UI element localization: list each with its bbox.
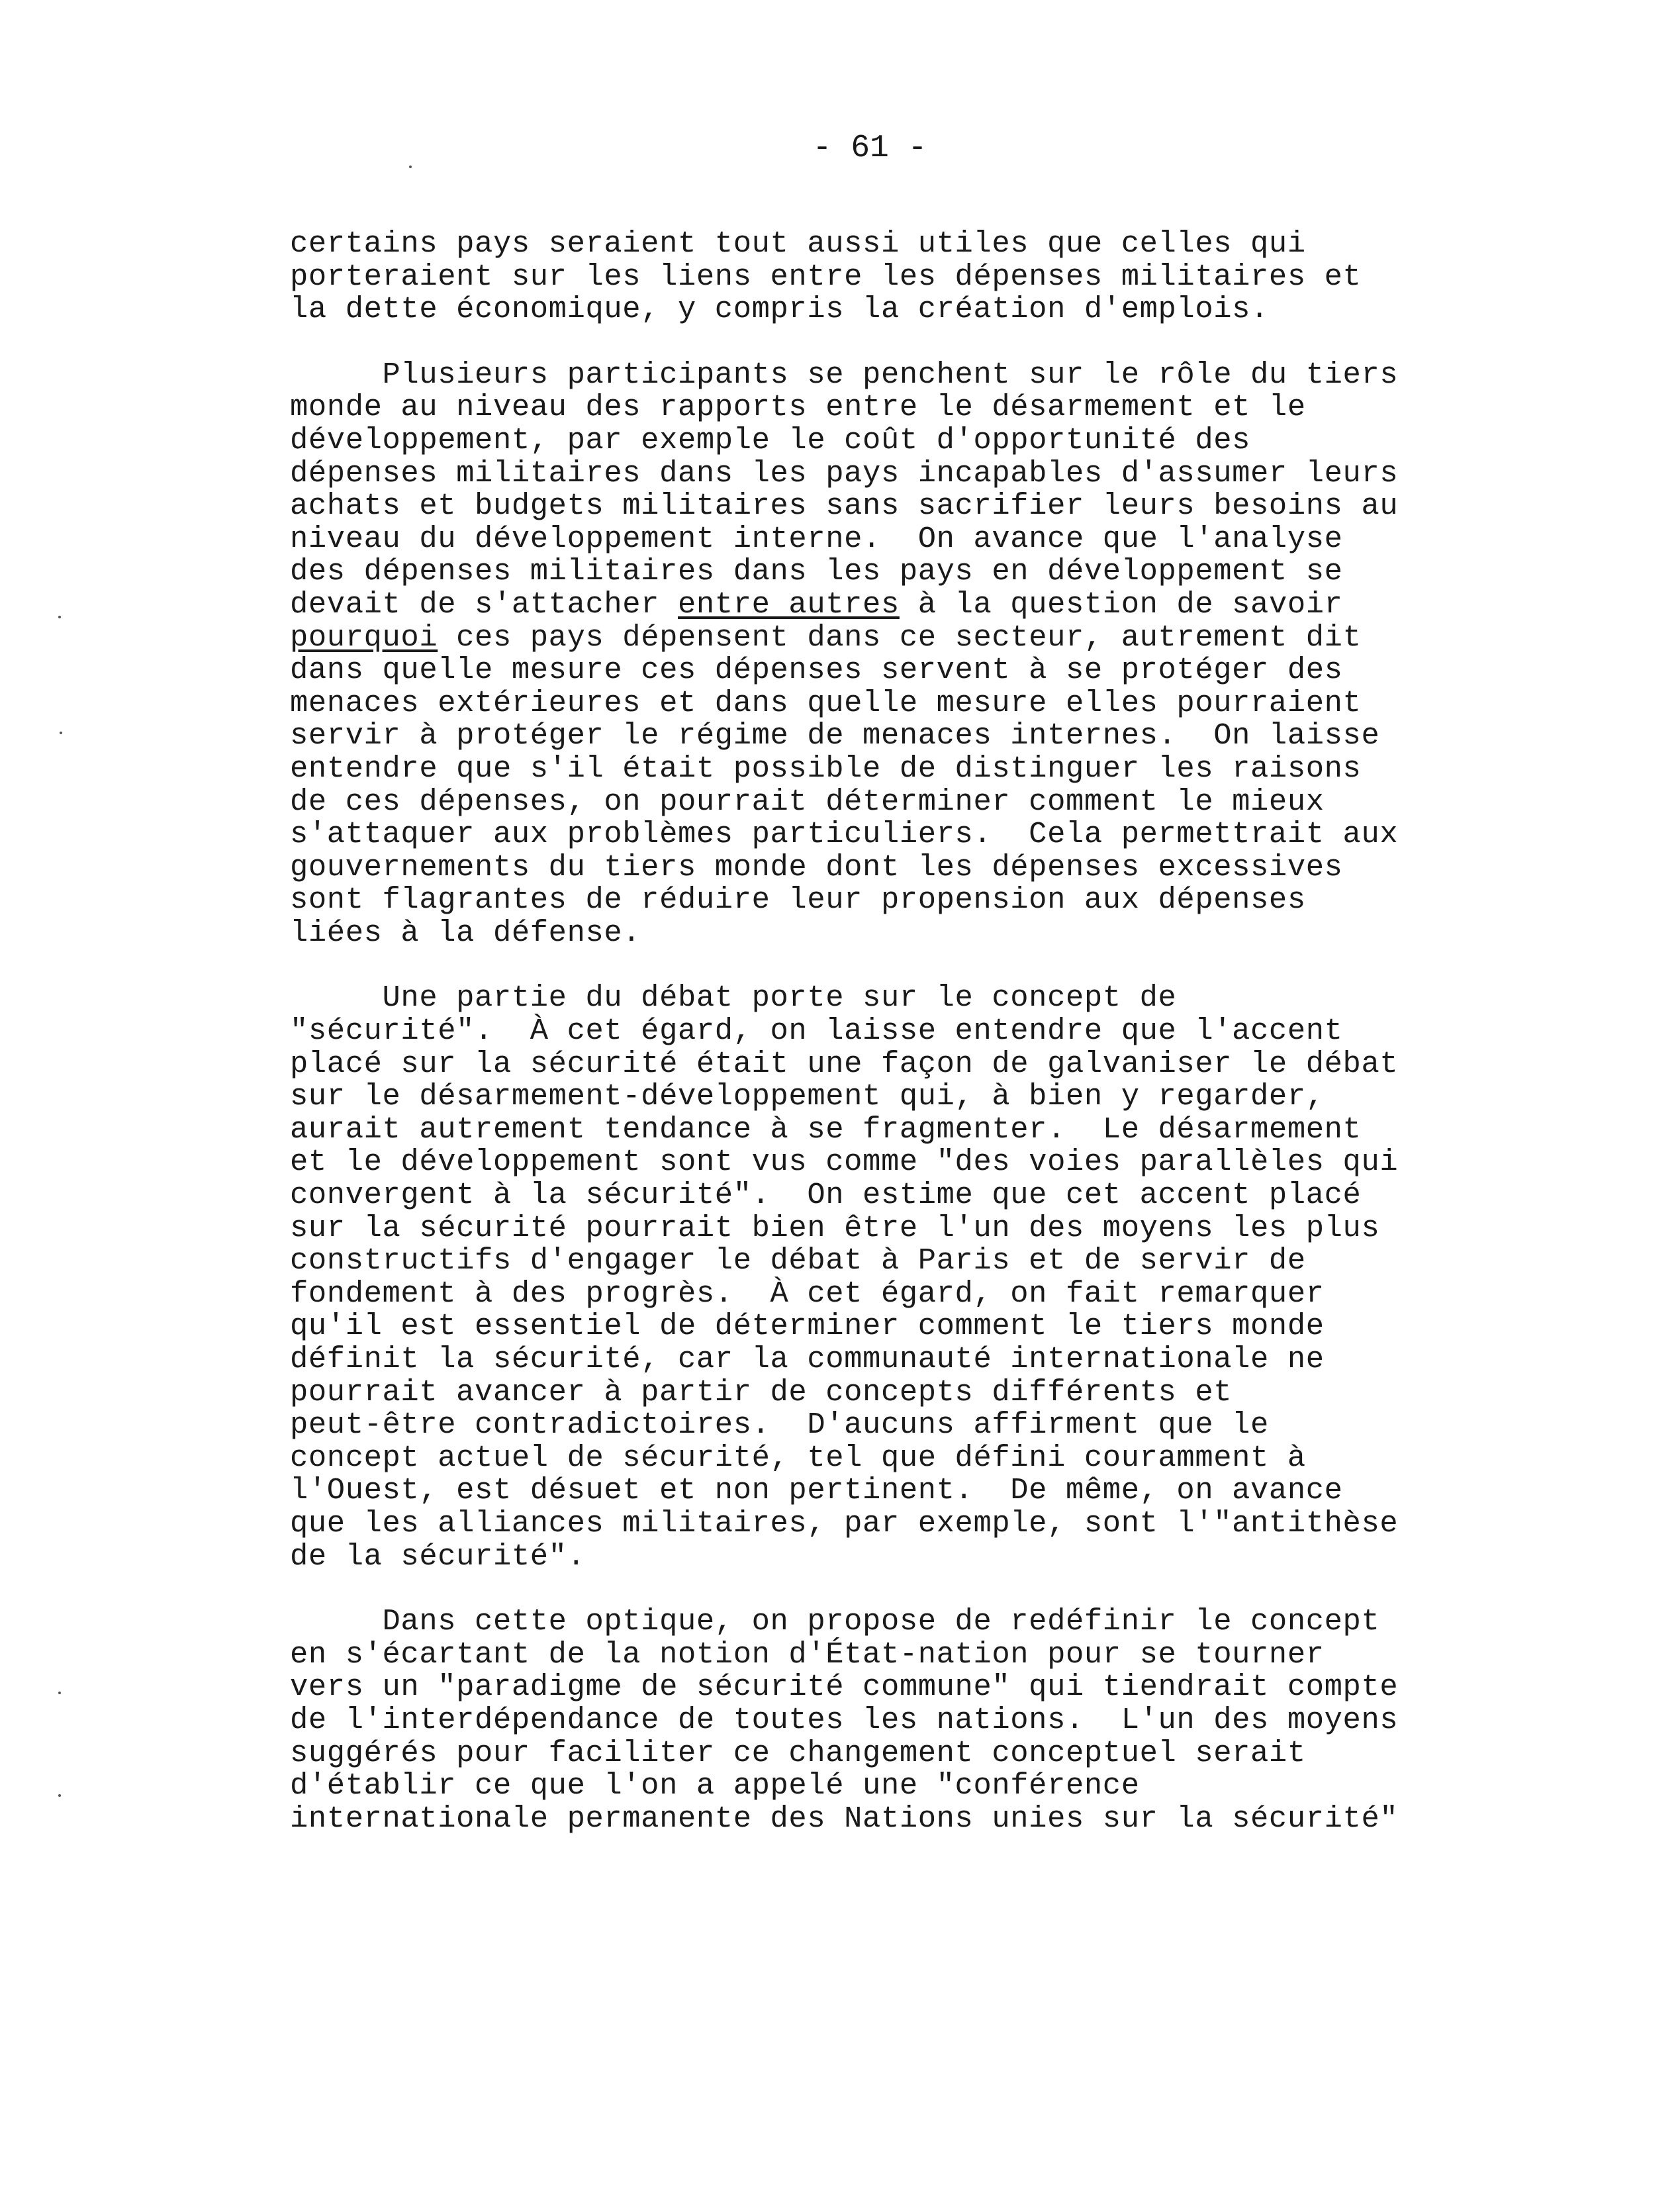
text-line: "sécurité". À cet égard, on laisse entendre que l'accent bbox=[290, 1014, 1343, 1049]
text-line: d'établir ce que l'on a appelé une "conférence bbox=[290, 1768, 1140, 1803]
text-line: vers un "paradigme de sécurité commune" qui tiendrait compte bbox=[290, 1670, 1399, 1705]
text-line: achats et budgets militaires sans sacrifier leurs besoins au bbox=[290, 489, 1399, 524]
text-fragment: ces pays dépensent dans ce secteur, autrement dit bbox=[438, 620, 1362, 655]
text-line: monde au niveau des rapports entre le désarmement et le bbox=[290, 390, 1306, 425]
text-line: dépenses militaires dans les pays incapables d'assumer leurs bbox=[290, 455, 1399, 491]
page-number: - 61 - bbox=[812, 130, 927, 166]
text-line: de ces dépenses, on pourrait déterminer comment le mieux bbox=[290, 784, 1325, 819]
paragraph-2 bbox=[290, 359, 1534, 950]
text-line: aurait autrement tendance à se fragmenter. Le désarmement bbox=[290, 1112, 1362, 1147]
text-fragment: devait de s'attacher bbox=[290, 587, 678, 622]
scan-speck bbox=[60, 732, 62, 734]
underlined-phrase: entre autres bbox=[678, 587, 900, 622]
paragraph-4 bbox=[290, 1605, 1534, 1835]
text-line: dans quelle mesure ces dépenses servent à se protéger des bbox=[290, 653, 1343, 688]
text-line: en s'écartant de la notion d'État-nation pour se tourner bbox=[290, 1637, 1325, 1672]
text-line: l'Ouest, est désuet et non pertinent. De même, on avance bbox=[290, 1473, 1343, 1508]
paragraph-1 bbox=[290, 228, 1534, 326]
text-line: la dette économique, y compris la création d'emplois. bbox=[290, 292, 1269, 327]
text-line: Une partie du débat porte sur le concept de bbox=[290, 981, 1177, 1016]
underlined-phrase: pourquoi bbox=[290, 620, 438, 655]
text-line: Plusieurs participants se penchent sur le rôle du tiers bbox=[290, 357, 1399, 392]
text-line: peut-être contradictoires. D'aucuns affirment que le bbox=[290, 1408, 1269, 1443]
text-line: gouvernements du tiers monde dont les dépenses excessives bbox=[290, 849, 1343, 885]
text-line: niveau du développement interne. On avance que l'analyse bbox=[290, 521, 1343, 556]
text-line: qu'il est essentiel de déterminer comment le tiers monde bbox=[290, 1309, 1325, 1344]
text-line: des dépenses militaires dans les pays en développement se bbox=[290, 554, 1343, 589]
text-line: sont flagrantes de réduire leur propension aux dépenses bbox=[290, 883, 1306, 918]
text-line: Dans cette optique, on propose de redéfinir le concept bbox=[290, 1604, 1380, 1639]
scan-speck bbox=[58, 1794, 61, 1797]
text-line: constructifs d'engager le débat à Paris et de servir de bbox=[290, 1243, 1306, 1278]
text-line: que les alliances militaires, par exemple, sont l'"antithèse bbox=[290, 1506, 1399, 1541]
text-line: de l'interdépendance de toutes les nations. L'un des moyens bbox=[290, 1702, 1399, 1737]
scan-speck bbox=[409, 166, 412, 168]
text-line: pourrait avancer à partir de concepts différents et bbox=[290, 1374, 1233, 1410]
text-line: convergent à la sécurité". On estime que cet accent placé bbox=[290, 1178, 1362, 1213]
paragraph-3 bbox=[290, 982, 1534, 1573]
scan-speck bbox=[58, 616, 61, 618]
text-line: sur la sécurité pourrait bien être l'un des moyens les plus bbox=[290, 1210, 1380, 1245]
text-line: internationale permanente des Nations unies sur la sécurité" bbox=[290, 1801, 1399, 1836]
text-line: suggérés pour faciliter ce changement conceptuel serait bbox=[290, 1735, 1306, 1770]
text-fragment: à la question de savoir bbox=[899, 587, 1343, 622]
text-line: porteraient sur les liens entre les dépenses militaires et bbox=[290, 259, 1362, 294]
text-line: sur le désarmement-développement qui, à bien y regarder, bbox=[290, 1079, 1325, 1114]
text-line bbox=[290, 589, 1534, 622]
text-line: concept actuel de sécurité, tel que défini couramment à bbox=[290, 1440, 1306, 1475]
text-line: développement, par exemple le coût d'opportunité des bbox=[290, 422, 1251, 457]
text-line: servir à protéger le régime de menaces internes. On laisse bbox=[290, 718, 1380, 753]
text-line: entendre que s'il était possible de distinguer les raisons bbox=[290, 751, 1362, 786]
text-line: placé sur la sécurité était une façon de galvaniser le débat bbox=[290, 1046, 1399, 1081]
text-line: menaces extérieures et dans quelle mesure elles pourraient bbox=[290, 685, 1362, 720]
scan-speck bbox=[58, 1692, 61, 1694]
text-line bbox=[290, 622, 1534, 655]
text-line: certains pays seraient tout aussi utiles que celles qui bbox=[290, 226, 1306, 261]
text-line: définit la sécurité, car la communauté internationale ne bbox=[290, 1342, 1325, 1376]
body-text bbox=[290, 228, 1534, 1835]
text-line: de la sécurité". bbox=[290, 1539, 586, 1574]
text-line: liées à la défense. bbox=[290, 915, 641, 950]
text-line: s'attaquer aux problèmes particuliers. Cela permettrait aux bbox=[290, 817, 1399, 852]
text-line: et le développement sont vus comme "des voies parallèles qui bbox=[290, 1145, 1399, 1180]
text-line: fondement à des progrès. À cet égard, on fait remarquer bbox=[290, 1276, 1325, 1311]
